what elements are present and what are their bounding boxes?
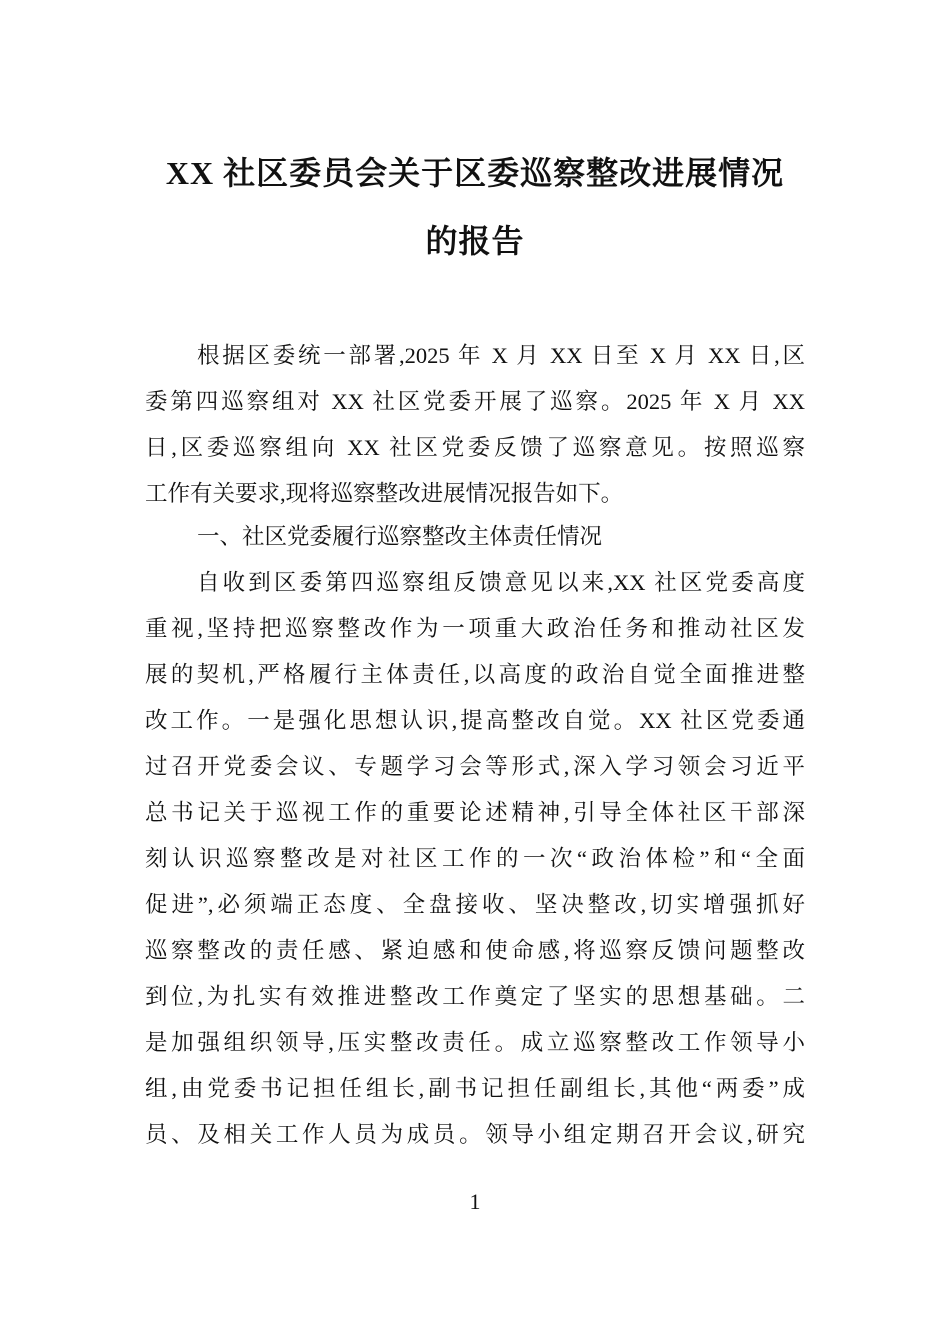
text-line: 自收到区委第四巡察组反馈意见以来,XX 社区党委高度 — [197, 570, 805, 595]
page-number: 1 — [469, 1189, 481, 1214]
document-title-line-2: 的报告 — [425, 223, 525, 259]
text-line: 日,区委巡察组向 XX 社区党委反馈了巡察意见。按照巡察 — [145, 435, 805, 460]
text-line: 促进”,必须端正态度、全盘接收、坚决整改,切实增强抓好 — [145, 892, 805, 917]
text-line: 巡察整改的责任感、紧迫感和使命感,将巡察反馈问题整改 — [145, 938, 805, 963]
text-line: 总书记关于巡视工作的重要论述精神,引导全体社区干部深 — [145, 800, 805, 825]
document-title-line-1: XX 社区委员会关于区委巡察整改进展情况 — [165, 155, 785, 191]
text-line: 工作有关要求,现将巡察整改进展情况报告如下。 — [145, 481, 624, 506]
text-line: 过召开党委会议、专题学习会等形式,深入学习领会习近平 — [145, 754, 805, 779]
text-line: 重视,坚持把巡察整改作为一项重大政治任务和推动社区发 — [145, 616, 805, 641]
text-line: 根据区委统一部署,2025 年 X 月 XX 日至 X 月 XX 日,区 — [197, 343, 805, 368]
text-line: 到位,为扎实有效推进整改工作奠定了坚实的思想基础。二 — [145, 984, 805, 1009]
text-line: 是加强组织领导,压实整改责任。成立巡察整改工作领导小 — [145, 1030, 805, 1055]
text-line: 委第四巡察组对 XX 社区党委开展了巡察。2025 年 X 月 XX — [145, 389, 805, 414]
text-line: 员、及相关工作人员为成员。领导小组定期召开会议,研究 — [145, 1122, 805, 1147]
text-line: 刻认识巡察整改是对社区工作的一次“政治体检”和“全面 — [145, 846, 805, 871]
text-line: 展的契机,严格履行主体责任,以高度的政治自觉全面推进整 — [145, 662, 805, 687]
text-line: 组,由党委书记担任组长,副书记担任副组长,其他“两委”成 — [145, 1076, 805, 1101]
text-line: 改工作。一是强化思想认识,提高整改自觉。XX 社区党委通 — [145, 708, 805, 733]
section-heading: 一、社区党委履行巡察整改主体责任情况 — [197, 524, 603, 549]
